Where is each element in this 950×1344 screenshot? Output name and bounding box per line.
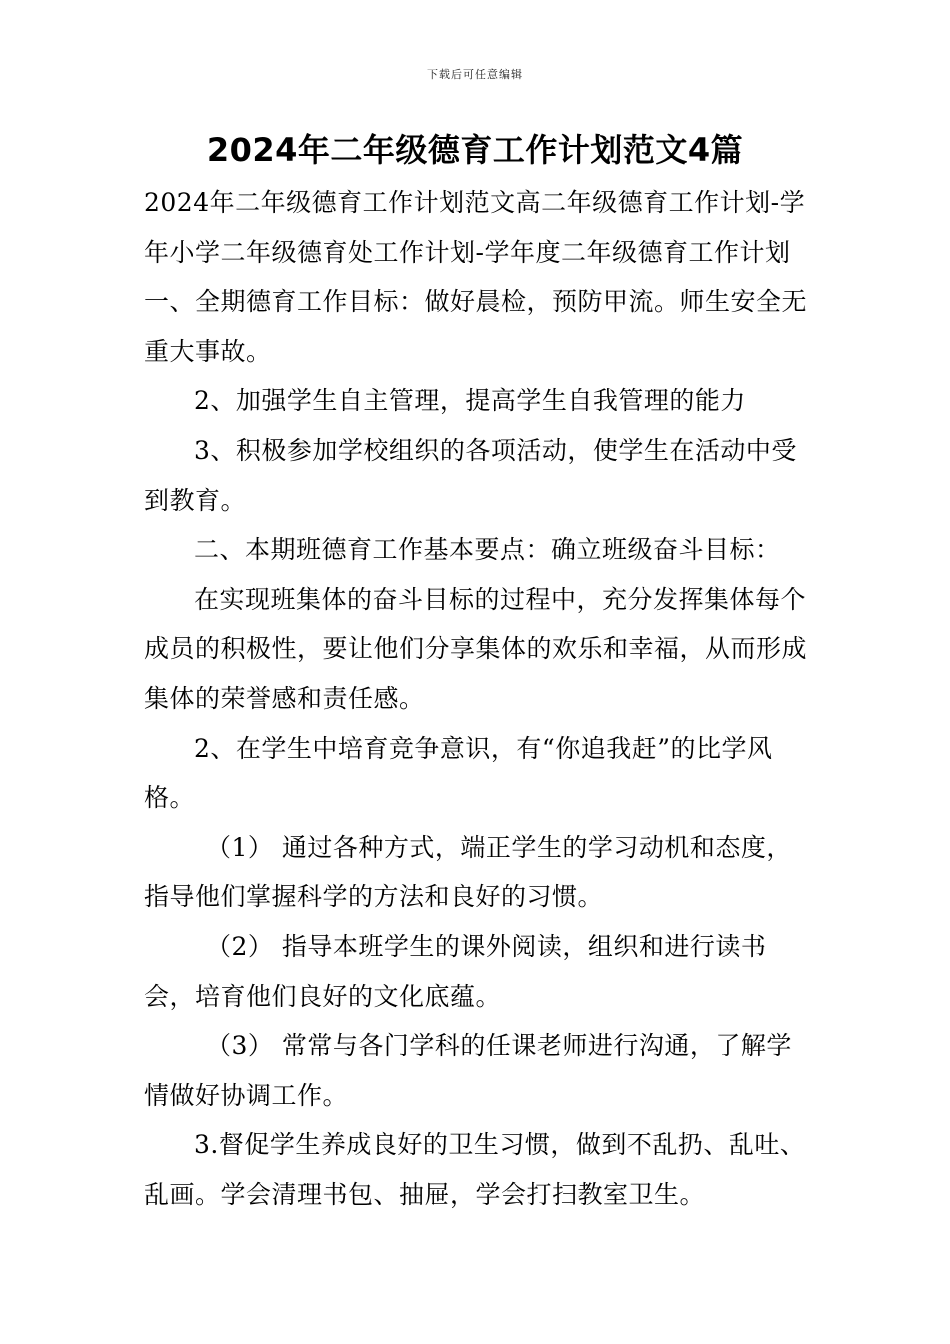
paragraph-item-1: （1） 通过各种方式，端正学生的学习动机和态度，指导他们掌握科学的方法和良好的习惯。 [144, 832, 792, 912]
paragraph-intro: 2024年二年级德育工作计划范文高二年级德育工作计划-学年小学二年级德育处工作计划-学年度二年级德育工作计划一、全期德育工作目标：做好晨检，预防甲流。师生安全无重大事故。 [144, 188, 808, 366]
header-note: 下载后可任意编辑 [427, 68, 523, 81]
document-body [144, 178, 808, 1219]
document-title: 2024年二年级德育工作计划范文4篇 [206, 131, 744, 169]
paragraph-item-2: （2） 指导本班学生的课外阅读，组织和进行读书会，培育他们良好的文化底蕴。 [144, 931, 767, 1011]
paragraph-hygiene: 3.督促学生养成良好的卫生习惯，做到不乱扔、乱吐、乱画。学会清理书包、抽屉，学会打扫教室卫生。 [144, 1130, 806, 1209]
paragraph-goal-3: 3、积极参加学校组织的各项活动，使学生在活动中受到教育。 [144, 435, 797, 515]
paragraph-collective-goal: 在实现班集体的奋斗目标的过程中，充分发挥集体每个成员的积极性，要让他们分享集体的欢乐和幸福，从而形成集体的荣誉感和责任感。 [144, 584, 808, 713]
paragraph-section-2-heading: 二、本期班德育工作基本要点：确立班级奋斗目标： [194, 535, 781, 565]
paragraph-goal-2: 2、加强学生自主管理，提高学生自我管理的能力 [194, 386, 746, 416]
paragraph-competition: 2、在学生中培育竞争意识，有“你追我赶”的比学风格。 [144, 733, 773, 813]
paragraph-item-3: （3） 常常与各门学科的任课老师进行沟通，了解学情做好协调工作。 [144, 1031, 792, 1110]
